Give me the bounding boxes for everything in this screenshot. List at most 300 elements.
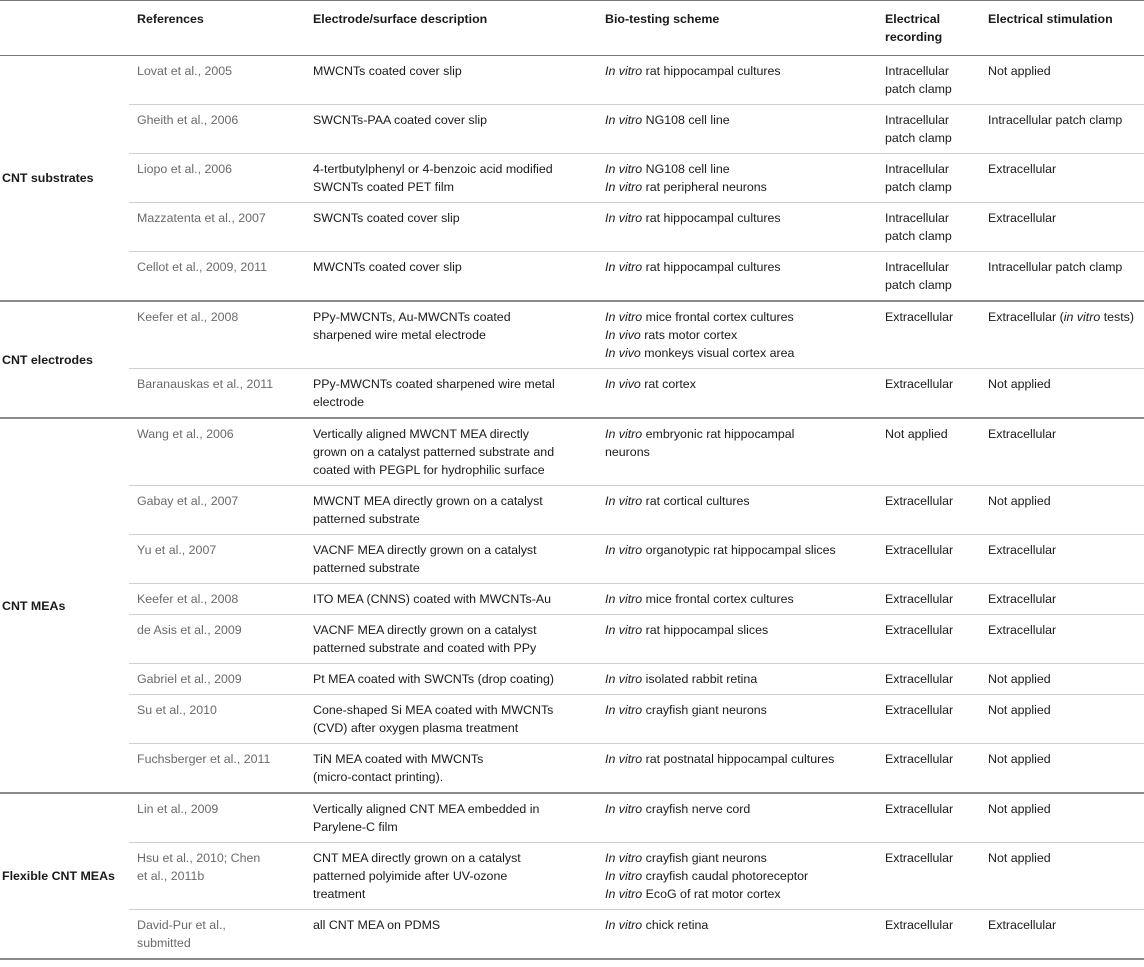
- stimulation-text: [988, 916, 1138, 934]
- reference-cell: [129, 252, 305, 302]
- bio-testing-mode: In vitro: [605, 752, 643, 766]
- stimulation-cell: [980, 695, 1144, 744]
- description-cell: [305, 910, 597, 960]
- reference-text: Fuchsberger et al., 2011: [137, 752, 271, 766]
- bio-testing-subject: isolated rabbit retina: [642, 672, 758, 686]
- reference-cell: [129, 535, 305, 584]
- stimulation-part: Not applied: [988, 851, 1051, 865]
- bio-testing-subject: rat hippocampal cultures: [642, 64, 781, 78]
- table-row: [0, 793, 1144, 843]
- recording-text-line: patch clamp: [885, 180, 952, 194]
- recording-cell: [877, 664, 980, 695]
- table-row: [0, 695, 1144, 744]
- stimulation-text: [988, 62, 1138, 80]
- description-text-line: Cone-shaped Si MEA coated with MWCNTs: [313, 703, 554, 717]
- table-row: [0, 744, 1144, 794]
- stimulation-text: [988, 111, 1138, 129]
- bio-testing-cell: [597, 252, 877, 302]
- description-text-line: MWCNT MEA directly grown on a catalyst: [313, 494, 543, 508]
- reference-text: Gheith et al., 2006: [137, 113, 239, 127]
- reference-cell: [129, 486, 305, 535]
- stimulation-part: Extracellular: [988, 162, 1057, 176]
- bio-testing-line: [605, 800, 871, 818]
- bio-testing-cell: [597, 486, 877, 535]
- bio-testing-mode: In vitro: [605, 851, 643, 865]
- header-recording: Electrical recording: [877, 1, 980, 56]
- description-text-line: patterned substrate: [313, 561, 420, 575]
- stimulation-text: [988, 590, 1138, 608]
- reference-cell: [129, 615, 305, 664]
- stimulation-cell: [980, 486, 1144, 535]
- header-description: Electrode/surface description: [305, 1, 597, 56]
- reference-cell: [129, 793, 305, 843]
- description-text-line: Parylene-C film: [313, 820, 398, 834]
- description-text-line: PPy-MWCNTs coated sharpened wire metal: [313, 377, 555, 391]
- recording-cell: [877, 535, 980, 584]
- stimulation-part: Intracellular patch clamp: [988, 260, 1123, 274]
- table-row: [0, 418, 1144, 486]
- table-row: [0, 584, 1144, 615]
- stimulation-text: [988, 375, 1138, 393]
- recording-cell: [877, 369, 980, 419]
- description-text: all CNT MEA on PDMS: [313, 918, 441, 932]
- reference-text: Wang et al., 2006: [137, 427, 234, 441]
- description-cell: [305, 535, 597, 584]
- description-text-line: sharpened wire metal electrode: [313, 328, 486, 342]
- table-row: [0, 154, 1144, 203]
- table-row: [0, 105, 1144, 154]
- reference-text-line: David-Pur et al.,: [137, 918, 226, 932]
- recording-text: Extracellular: [885, 703, 954, 717]
- reference-text: de Asis et al., 2009: [137, 623, 242, 637]
- stimulation-italic: in vitro: [1063, 310, 1101, 324]
- stimulation-cell: [980, 369, 1144, 419]
- bio-testing-subject: EcoG of rat motor cortex: [642, 887, 781, 901]
- bio-testing-cell: [597, 843, 877, 910]
- bio-testing-cell: [597, 793, 877, 843]
- stimulation-part: Not applied: [988, 703, 1051, 717]
- recording-cell: [877, 843, 980, 910]
- stimulation-cell: [980, 105, 1144, 154]
- recording-cell: [877, 910, 980, 960]
- recording-text-line: Intracellular: [885, 113, 950, 127]
- reference-text: Baranauskas et al., 2011: [137, 377, 274, 391]
- bio-testing-subject: crayfish giant neurons: [642, 703, 767, 717]
- bio-testing-mode: In vitro: [605, 887, 643, 901]
- bio-testing-line: [605, 701, 871, 719]
- stimulation-cell: [980, 203, 1144, 252]
- table-row: [0, 535, 1144, 584]
- stimulation-cell: [980, 664, 1144, 695]
- bio-testing-mode: In vitro: [605, 543, 643, 557]
- reference-text: Lovat et al., 2005: [137, 64, 233, 78]
- bio-testing-subject: rats motor cortex: [640, 328, 738, 342]
- reference-text: Liopo et al., 2006: [137, 162, 233, 176]
- recording-text-line: Intracellular: [885, 211, 950, 225]
- reference-cell: [129, 584, 305, 615]
- bio-testing-mode: In vitro: [605, 623, 643, 637]
- description-text-line: patterned polyimide after UV-ozone: [313, 869, 508, 883]
- stimulation-text: [988, 209, 1138, 227]
- bio-testing-subject: rat hippocampal cultures: [642, 260, 781, 274]
- reference-cell: [129, 154, 305, 203]
- stimulation-text: [988, 492, 1138, 510]
- stimulation-cell: [980, 154, 1144, 203]
- recording-text: Extracellular: [885, 851, 954, 865]
- recording-text-line: patch clamp: [885, 82, 952, 96]
- bio-testing-mode: In vitro: [605, 260, 643, 274]
- recording-cell: [877, 418, 980, 486]
- reference-cell: [129, 369, 305, 419]
- reference-cell: [129, 56, 305, 105]
- description-text-line: coated with PEGPL for hydrophilic surface: [313, 463, 545, 477]
- header-references: References: [129, 1, 305, 56]
- description-cell: [305, 105, 597, 154]
- bio-testing-line: [605, 621, 871, 639]
- recording-text-line: Intracellular: [885, 64, 950, 78]
- bio-testing-line: [605, 375, 871, 393]
- recording-text: Extracellular: [885, 543, 954, 557]
- recording-text-line: Intracellular: [885, 162, 950, 176]
- bio-testing-cell: [597, 105, 877, 154]
- table-row: [0, 56, 1144, 105]
- stimulation-part: Not applied: [988, 802, 1051, 816]
- stimulation-part: Not applied: [988, 752, 1051, 766]
- stimulation-text: [988, 670, 1138, 688]
- bio-testing-cell: [597, 615, 877, 664]
- bio-testing-line: [605, 111, 871, 129]
- bio-testing-cell: [597, 418, 877, 486]
- description-text-line: patterned substrate: [313, 512, 420, 526]
- bio-testing-subject: rat cortical cultures: [642, 494, 750, 508]
- bio-testing-mode: In vivo: [605, 377, 641, 391]
- recording-cell: [877, 154, 980, 203]
- recording-text: Extracellular: [885, 752, 954, 766]
- description-text: Pt MEA coated with SWCNTs (drop coating): [313, 672, 555, 686]
- bio-testing-line: [605, 209, 871, 227]
- reference-text-line: et al., 2011b: [137, 869, 205, 883]
- description-text-line: Vertically aligned CNT MEA embedded in: [313, 802, 540, 816]
- description-cell: [305, 56, 597, 105]
- recording-cell: [877, 252, 980, 302]
- bio-testing-mode: In vitro: [605, 162, 643, 176]
- recording-text: Extracellular: [885, 802, 954, 816]
- reference-text: Su et al., 2010: [137, 703, 217, 717]
- bio-testing-subject: monkeys visual cortex area: [640, 346, 795, 360]
- bio-testing-mode: In vitro: [605, 802, 643, 816]
- description-cell: [305, 301, 597, 369]
- stimulation-text: [988, 621, 1138, 639]
- description-cell: [305, 418, 597, 486]
- table-body: [0, 56, 1144, 960]
- recording-cell: [877, 793, 980, 843]
- stimulation-text: [988, 308, 1138, 326]
- bio-testing-subject: organotypic rat hippocampal slices: [642, 543, 836, 557]
- bio-testing-line: [605, 670, 871, 688]
- recording-text: Extracellular: [885, 623, 954, 637]
- stimulation-part: Extracellular: [988, 623, 1057, 637]
- stimulation-cell: [980, 910, 1144, 960]
- bio-testing-mode: In vivo: [605, 346, 641, 360]
- bio-testing-cell: [597, 154, 877, 203]
- bio-testing-cell: [597, 369, 877, 419]
- bio-testing-line: [605, 160, 871, 178]
- reference-cell: [129, 695, 305, 744]
- bio-testing-mode: In vitro: [605, 113, 643, 127]
- reference-text: Keefer et al., 2008: [137, 310, 239, 324]
- description-cell: [305, 664, 597, 695]
- stimulation-part: Not applied: [988, 377, 1051, 391]
- recording-cell: [877, 56, 980, 105]
- recording-cell: [877, 486, 980, 535]
- reference-text: Lin et al., 2009: [137, 802, 219, 816]
- recording-cell: [877, 744, 980, 794]
- recording-cell: [877, 584, 980, 615]
- recording-cell: [877, 301, 980, 369]
- stimulation-text: [988, 849, 1138, 867]
- description-cell: [305, 252, 597, 302]
- table-row: [0, 203, 1144, 252]
- stimulation-cell: [980, 843, 1144, 910]
- recording-text: Not applied: [885, 427, 948, 441]
- bio-testing-line: [605, 750, 871, 768]
- stimulation-text: [988, 425, 1138, 443]
- stimulation-part: Extracellular (: [988, 310, 1064, 324]
- group-label: CNT electrodes: [0, 301, 129, 418]
- stimulation-text: [988, 258, 1138, 276]
- bio-testing-line: [605, 541, 871, 559]
- description-text-line: SWCNTs coated PET film: [313, 180, 454, 194]
- group-label: CNT MEAs: [0, 418, 129, 793]
- stimulation-part: Not applied: [988, 672, 1051, 686]
- description-text-line: Vertically aligned MWCNT MEA directly: [313, 427, 529, 441]
- bio-testing-mode: In vitro: [605, 918, 643, 932]
- stimulation-part: Extracellular: [988, 543, 1057, 557]
- bio-testing-subject: rat cortex: [640, 377, 696, 391]
- stimulation-part: Extracellular: [988, 592, 1057, 606]
- header-bio-testing: Bio-testing scheme: [597, 1, 877, 56]
- description-text-line: VACNF MEA directly grown on a catalyst: [313, 543, 537, 557]
- bio-testing-cell: [597, 535, 877, 584]
- reference-cell: [129, 301, 305, 369]
- description-text-line: (micro-contact printing).: [313, 770, 444, 784]
- description-cell: [305, 154, 597, 203]
- bio-testing-mode: In vitro: [605, 672, 643, 686]
- bio-testing-line: [605, 344, 871, 362]
- recording-text: Extracellular: [885, 377, 954, 391]
- table-row: [0, 252, 1144, 302]
- stimulation-text: [988, 701, 1138, 719]
- bio-testing-line: [605, 62, 871, 80]
- stimulation-part: Not applied: [988, 494, 1051, 508]
- recording-cell: [877, 105, 980, 154]
- description-cell: [305, 695, 597, 744]
- description-text-line: patterned substrate and coated with PPy: [313, 641, 537, 655]
- table-row: [0, 615, 1144, 664]
- reference-cell: [129, 910, 305, 960]
- stimulation-cell: [980, 301, 1144, 369]
- bio-testing-mode: In vitro: [605, 211, 643, 225]
- stimulation-cell: [980, 535, 1144, 584]
- table-row: [0, 486, 1144, 535]
- recording-text: Extracellular: [885, 918, 954, 932]
- bio-testing-cell: [597, 695, 877, 744]
- stimulation-cell: [980, 252, 1144, 302]
- description-cell: [305, 843, 597, 910]
- reference-text: Keefer et al., 2008: [137, 592, 239, 606]
- bio-testing-mode: In vitro: [605, 64, 643, 78]
- header-row: [0, 1, 1144, 56]
- stimulation-cell: [980, 418, 1144, 486]
- bio-testing-line: [605, 885, 871, 903]
- recording-text: Extracellular: [885, 672, 954, 686]
- description-text-line: CNT MEA directly grown on a catalyst: [313, 851, 521, 865]
- reference-cell: [129, 843, 305, 910]
- bio-testing-mode: In vivo: [605, 328, 641, 342]
- bio-testing-cell: [597, 910, 877, 960]
- recording-cell: [877, 695, 980, 744]
- description-text-line: 4-tertbutylphenyl or 4-benzoic acid modified: [313, 162, 553, 176]
- bio-testing-cell: [597, 301, 877, 369]
- bio-testing-cell: [597, 584, 877, 615]
- description-cell: [305, 369, 597, 419]
- bio-testing-cell: [597, 203, 877, 252]
- reference-text: Yu et al., 2007: [137, 543, 217, 557]
- bio-testing-subject: rat hippocampal slices: [642, 623, 769, 637]
- description-cell: [305, 203, 597, 252]
- reference-text: Mazzatenta et al., 2007: [137, 211, 266, 225]
- table-row: [0, 369, 1144, 419]
- reference-text: Gabriel et al., 2009: [137, 672, 242, 686]
- recording-text-line: patch clamp: [885, 229, 952, 243]
- stimulation-text: [988, 541, 1138, 559]
- bio-testing-mode: In vitro: [605, 310, 643, 324]
- bio-testing-subject: NG108 cell line: [642, 162, 730, 176]
- stimulation-cell: [980, 56, 1144, 105]
- description-text: SWCNTs coated cover slip: [313, 211, 460, 225]
- stimulation-cell: [980, 615, 1144, 664]
- reference-cell: [129, 744, 305, 794]
- reference-text-line: Hsu et al., 2010; Chen: [137, 851, 261, 865]
- description-text-line: TiN MEA coated with MWCNTs: [313, 752, 484, 766]
- stimulation-part: tests): [1100, 310, 1134, 324]
- bio-testing-line: [605, 916, 871, 934]
- stimulation-part: Extracellular: [988, 918, 1057, 932]
- bio-testing-line: In vitro embryonic rat hippocampal: [605, 427, 795, 441]
- bio-testing-subject: NG108 cell line: [642, 113, 730, 127]
- header-stimulation: Electrical stimulation: [980, 1, 1144, 56]
- reference-cell: [129, 664, 305, 695]
- recording-text: Extracellular: [885, 592, 954, 606]
- reference-cell: [129, 105, 305, 154]
- group-label: CNT substrates: [0, 56, 129, 302]
- stimulation-text: [988, 160, 1138, 178]
- description-text: ITO MEA (CNNS) coated with MWCNTs-Au: [313, 592, 551, 606]
- recording-text-line: patch clamp: [885, 278, 952, 292]
- bio-testing-line: [605, 849, 871, 867]
- recording-text: Extracellular: [885, 310, 954, 324]
- recording-cell: [877, 203, 980, 252]
- recording-text-line: patch clamp: [885, 131, 952, 145]
- description-text-line: treatment: [313, 887, 366, 901]
- reference-cell: [129, 203, 305, 252]
- bio-testing-mode: In vitro: [605, 703, 643, 717]
- bio-testing-line: [605, 492, 871, 510]
- bio-testing-mode: In vitro: [605, 869, 643, 883]
- recording-text: Extracellular: [885, 494, 954, 508]
- bio-testing-line: [605, 308, 871, 326]
- bio-testing-subject: crayfish nerve cord: [642, 802, 751, 816]
- group-label: Flexible CNT MEAs: [0, 793, 129, 959]
- stimulation-cell: [980, 793, 1144, 843]
- description-text: MWCNTs coated cover slip: [313, 64, 462, 78]
- description-cell: [305, 615, 597, 664]
- bio-testing-line: [605, 867, 871, 885]
- bio-testing-subject: mice frontal cortex cultures: [642, 592, 794, 606]
- stimulation-text: [988, 800, 1138, 818]
- description-text-line: grown on a catalyst patterned substrate and: [313, 445, 555, 459]
- description-text-line: electrode: [313, 395, 364, 409]
- table-row: [0, 910, 1144, 960]
- bio-testing-mode: In vitro: [605, 592, 643, 606]
- description-cell: [305, 744, 597, 794]
- table-row: [0, 843, 1144, 910]
- bio-testing-cell: [597, 664, 877, 695]
- description-text-line: VACNF MEA directly grown on a catalyst: [313, 623, 537, 637]
- bio-testing-line: [605, 326, 871, 344]
- bio-testing-subject: rat hippocampal cultures: [642, 211, 781, 225]
- bio-testing-subject: rat peripheral neurons: [642, 180, 767, 194]
- bio-testing-line: [605, 258, 871, 276]
- stimulation-text: [988, 750, 1138, 768]
- stimulation-part: Extracellular: [988, 427, 1057, 441]
- bio-testing-subject: crayfish caudal photoreceptor: [642, 869, 809, 883]
- reference-text: Cellot et al., 2009, 2011: [137, 260, 267, 274]
- stimulation-part: Extracellular: [988, 211, 1057, 225]
- description-text: SWCNTs-PAA coated cover slip: [313, 113, 487, 127]
- description-text-line: PPy-MWCNTs, Au-MWCNTs coated: [313, 310, 511, 324]
- bio-testing-line: [605, 178, 871, 196]
- description-text: MWCNTs coated cover slip: [313, 260, 462, 274]
- description-cell: [305, 584, 597, 615]
- recording-cell: [877, 615, 980, 664]
- description-cell: [305, 793, 597, 843]
- stimulation-cell: [980, 584, 1144, 615]
- description-cell: [305, 486, 597, 535]
- reference-cell: [129, 418, 305, 486]
- table-row: [0, 664, 1144, 695]
- recording-text-line: Intracellular: [885, 260, 950, 274]
- bio-testing-subject: mice frontal cortex cultures: [642, 310, 794, 324]
- bio-testing-line: [605, 590, 871, 608]
- reference-text-line: submitted: [137, 936, 191, 950]
- stimulation-part: Intracellular patch clamp: [988, 113, 1123, 127]
- bio-testing-mode: In vitro: [605, 494, 643, 508]
- bio-testing-subject: crayfish giant neurons: [642, 851, 767, 865]
- bio-testing-cell: [597, 56, 877, 105]
- bio-testing-mode: In vitro: [605, 180, 643, 194]
- bio-testing-line: neurons: [605, 445, 650, 459]
- description-text-line: (CVD) after oxygen plasma treatment: [313, 721, 519, 735]
- stimulation-cell: [980, 744, 1144, 794]
- header-category: [0, 1, 129, 56]
- stimulation-part: Not applied: [988, 64, 1051, 78]
- bio-testing-cell: [597, 744, 877, 794]
- table-row: [0, 301, 1144, 369]
- reference-text: Gabay et al., 2007: [137, 494, 239, 508]
- bio-testing-subject: rat postnatal hippocampal cultures: [642, 752, 835, 766]
- bio-testing-subject: chick retina: [642, 918, 709, 932]
